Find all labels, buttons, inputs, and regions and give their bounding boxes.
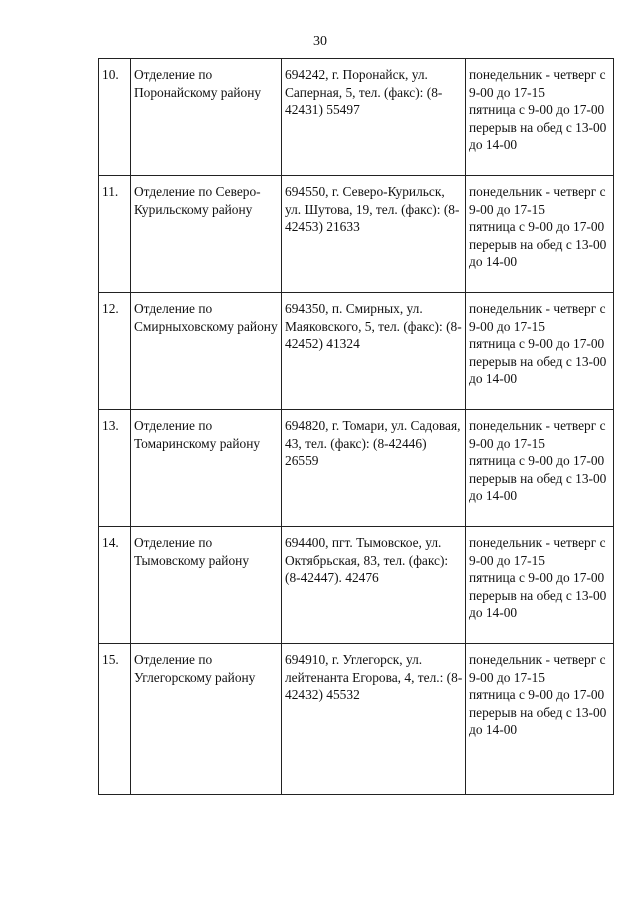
hours-weekdays: понедельник - четверг с 9-00 до 17-15 <box>469 184 606 217</box>
office-address: 694910, г. Углегорск, ул. лейтенанта Егорова, 4, тел.: (8-42432) 45532 <box>282 644 466 795</box>
hours-lunch: перерыв на обед с 13-00 до 14-00 <box>469 587 607 620</box>
table-row <box>99 644 614 795</box>
office-name: Отделение по Северо-Курильскому району <box>131 176 282 293</box>
table-row <box>99 293 614 410</box>
office-hours <box>466 527 614 644</box>
office-name: Отделение по Смирныховскому району <box>131 293 282 410</box>
hours-lunch: перерыв на обед с 13-00 до 14-00 <box>469 704 607 737</box>
hours-weekdays: понедельник - четверг с 9-00 до 17-15 <box>469 418 606 451</box>
table-row <box>99 410 614 527</box>
office-name: Отделение по Томаринскому району <box>131 410 282 527</box>
hours-weekdays: понедельник - четверг с 9-00 до 17-15 <box>469 535 606 568</box>
office-address: 694400, пгт. Тымовское, ул. Октябрьская, 83, тел. (факс): (8-42447). 42476 <box>282 527 466 644</box>
row-number: 12. <box>99 293 131 410</box>
office-name: Отделение по Поронайскому району <box>131 59 282 176</box>
table-row <box>99 176 614 293</box>
hours-lunch: перерыв на обед с 13-00 до 14-00 <box>469 470 607 503</box>
office-address: 694820, г. Томари, ул. Садовая, 43, тел. (факс): (8-42446) 26559 <box>282 410 466 527</box>
hours-friday: пятница с 9-00 до 17-00 <box>469 687 605 702</box>
office-hours <box>466 59 614 176</box>
hours-weekdays: понедельник - четверг с 9-00 до 17-15 <box>469 67 606 100</box>
hours-lunch: перерыв на обед с 13-00 до 14-00 <box>469 353 607 386</box>
table-row <box>99 527 614 644</box>
hours-weekdays: понедельник - четверг с 9-00 до 17-15 <box>469 652 606 685</box>
office-address: 694242, г. Поронайск, ул. Саперная, 5, тел. (факс): (8-42431) 55497 <box>282 59 466 176</box>
hours-lunch: перерыв на обед с 13-00 до 14-00 <box>469 119 607 152</box>
hours-friday: пятница с 9-00 до 17-00 <box>469 102 605 117</box>
offices-table <box>98 58 614 795</box>
hours-friday: пятница с 9-00 до 17-00 <box>469 570 605 585</box>
row-number: 10. <box>99 59 131 176</box>
hours-friday: пятница с 9-00 до 17-00 <box>469 336 605 351</box>
office-address: 694350, п. Смирных, ул. Маяковского, 5, тел. (факс): (8-42452) 41324 <box>282 293 466 410</box>
office-address: 694550, г. Северо-Курильск, ул. Шутова, 19, тел. (факс): (8-42453) 21633 <box>282 176 466 293</box>
office-hours <box>466 410 614 527</box>
row-number: 15. <box>99 644 131 795</box>
office-hours <box>466 293 614 410</box>
office-hours <box>466 176 614 293</box>
hours-lunch: перерыв на обед с 13-00 до 14-00 <box>469 236 607 269</box>
hours-weekdays: понедельник - четверг с 9-00 до 17-15 <box>469 301 606 334</box>
row-number: 14. <box>99 527 131 644</box>
office-name: Отделение по Углегорскому району <box>131 644 282 795</box>
office-name: Отделение по Тымовскому району <box>131 527 282 644</box>
hours-friday: пятница с 9-00 до 17-00 <box>469 219 605 234</box>
page-number: 30 <box>313 34 327 49</box>
office-hours <box>466 644 614 795</box>
table-row <box>99 59 614 176</box>
row-number: 11. <box>99 176 131 293</box>
hours-friday: пятница с 9-00 до 17-00 <box>469 453 605 468</box>
row-number: 13. <box>99 410 131 527</box>
